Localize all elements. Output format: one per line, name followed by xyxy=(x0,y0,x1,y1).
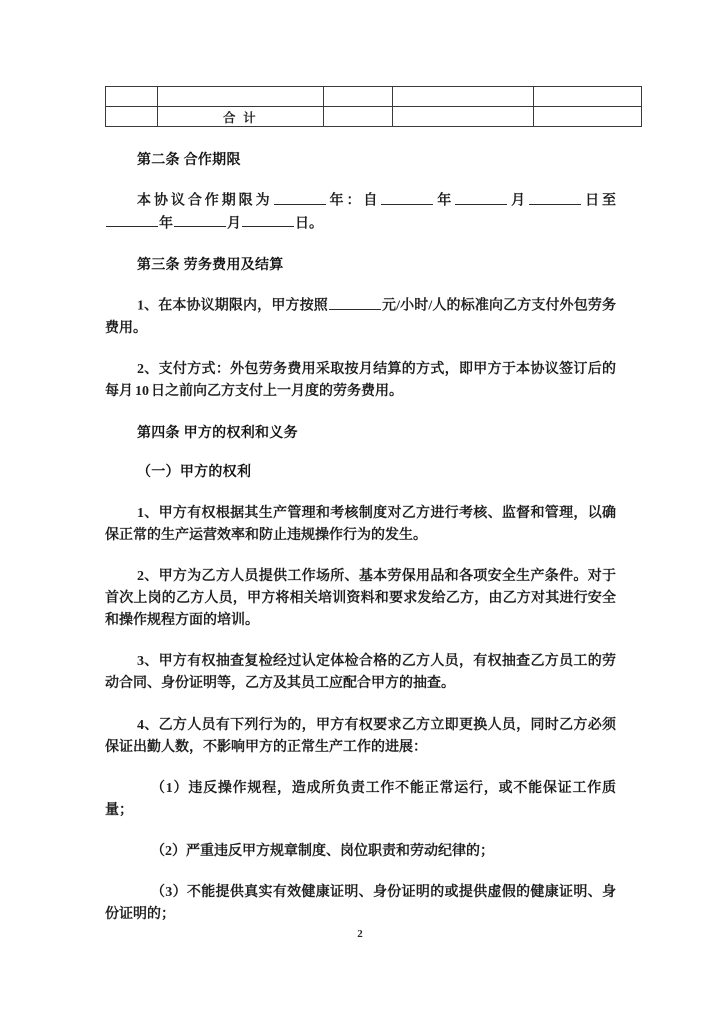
article-4-paragraph-3: 3、甲方有权抽查复检经过认定体检合格的乙方人员，有权抽查乙方员工的劳动合同、身份证明等，乙方及其员工应配合甲方的抽查。 xyxy=(105,654,616,692)
blank-fill-line xyxy=(455,190,507,204)
summary-table xyxy=(105,86,642,127)
document-content xyxy=(105,86,616,926)
inline-number: 10 xyxy=(135,384,149,400)
blank-fill-line xyxy=(274,190,326,204)
table-cell xyxy=(534,87,642,107)
blank-fill-line xyxy=(242,213,294,227)
table-cell xyxy=(534,107,642,127)
table-cell xyxy=(324,107,393,127)
table-cell xyxy=(106,87,158,107)
summary-table-body xyxy=(106,87,642,127)
article-4-subitem-2: （2）严重违反甲方规章制度、岗位职责和劳动纪律的； xyxy=(151,843,494,859)
article-3-heading: 第三条 劳务费用及结算 xyxy=(137,258,284,274)
blank-fill-line xyxy=(174,213,226,227)
article-4-subitem-1: （1）违反操作规程，造成所负责工作不能正常运行，或不能保证工作质量； xyxy=(105,780,616,818)
article-4-paragraph-1: 1、甲方有权根据其生产管理和考核制度对乙方进行考核、监督和管理，以确保正常的生产运营效率和防止违规操作行为的发生。 xyxy=(105,505,616,543)
article-4-subheading: （一）甲方的权利 xyxy=(137,465,252,481)
article-4-paragraph-2: 2、甲方为乙方人员提供工作场所、基本劳保用品和各项安全生产条件。对于首次上岗的乙方人员，甲方将相关培训资料和要求发给乙方，由乙方对其进行安全和操作规程方面的培训。 xyxy=(105,568,616,629)
table-cell xyxy=(106,107,158,127)
page-number: 2 xyxy=(357,928,363,940)
table-row xyxy=(106,87,642,107)
table-cell xyxy=(158,87,324,107)
article-3-paragraph-2: 2、支付方式：外包劳务费用采取按月结算的方式，即甲方于本协议签订后的每月 10 日之前向乙方支付上一月度的劳务费用。 xyxy=(105,361,616,400)
table-cell xyxy=(324,87,393,107)
table-cell-total-label: 合 计 xyxy=(158,107,324,127)
article-4-heading: 第四条 甲方的权利和义务 xyxy=(137,426,298,442)
blank-fill-line xyxy=(381,190,433,204)
blank-fill-line xyxy=(329,295,381,309)
article-2-paragraph-1: 本协议合作期限为 年：自 年 月 日至年 月 日。 xyxy=(105,190,616,235)
page-number-footer xyxy=(0,928,720,940)
article-3-paragraph-1: 1、在本协议期限内，甲方按照 元/小时/人的标准向乙方支付外包劳务费用。 xyxy=(105,295,616,340)
table-cell xyxy=(393,107,534,127)
blank-fill-line xyxy=(106,213,158,227)
article-4-paragraph-4: 4、乙方人员有下列行为的，甲方有权要求乙方立即更换人员，同时乙方必须保证出勤人数，不影响甲方的正常生产工作的进展： xyxy=(105,717,616,755)
blank-fill-line xyxy=(529,190,581,204)
article-2-heading: 第二条 合作期限 xyxy=(137,153,241,168)
table-row-total xyxy=(106,107,642,127)
article-4-subitem-3: （3）不能提供真实有效健康证明、身份证明的或提供虚假的健康证明、身份证明的； xyxy=(105,885,616,923)
table-cell xyxy=(393,87,534,107)
